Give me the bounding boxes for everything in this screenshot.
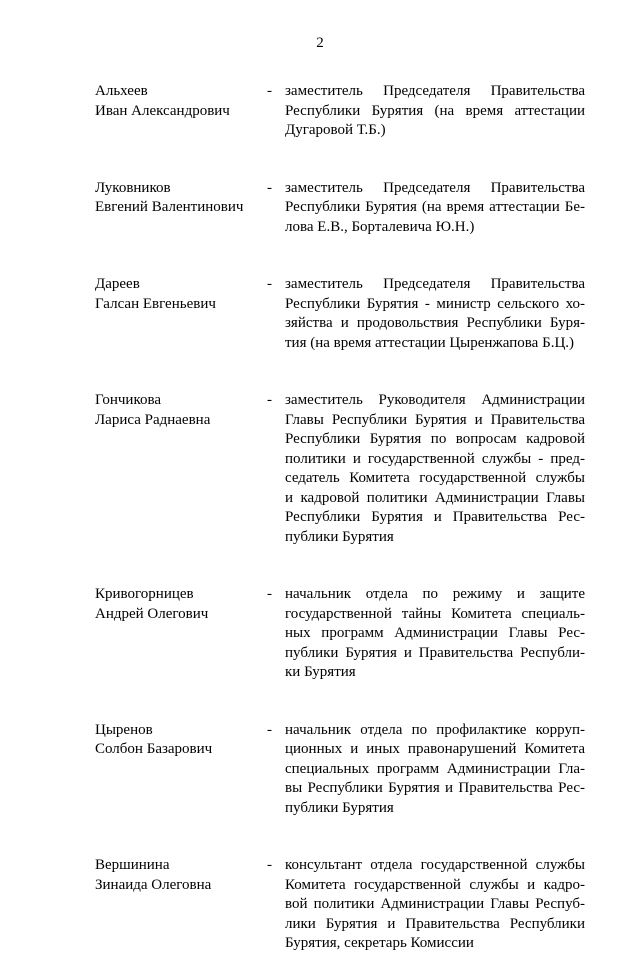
role-line: и кадровой политики Администрации Главы xyxy=(285,489,585,506)
role-line: зяйства и продовольствия Республики Буря- xyxy=(285,315,585,331)
role-line: специальных программ Администрации Гла- xyxy=(285,760,585,777)
role-line: начальник отдела по профилактике корруп- xyxy=(285,721,585,738)
member-surname: Гончикова xyxy=(95,392,162,408)
member-given-name: Зинаида Олеговна xyxy=(95,876,212,893)
member-name xyxy=(95,585,267,624)
member-given-name: Евгений Валентинович xyxy=(95,199,244,215)
role-line: вы Республики Бурятия и Правительства Рес- xyxy=(285,780,585,796)
role-line: политики и государственной службы - пред- xyxy=(285,450,585,467)
role-line: заместитель Руководителя Администрации xyxy=(285,392,585,408)
member-entry xyxy=(95,275,585,353)
member-dash: - xyxy=(267,392,272,408)
member-entry xyxy=(95,391,585,547)
member-role xyxy=(285,585,585,683)
member-name xyxy=(95,82,267,121)
member-surname: Вершинина xyxy=(95,857,170,873)
member-given-name: Андрей Олегович xyxy=(95,605,209,622)
role-line: заместитель Председателя Правительства xyxy=(285,83,585,99)
member-given-name: Иван Александрович xyxy=(95,102,230,119)
role-line: публики Бурятия xyxy=(285,799,394,816)
member-given-name: Галсан Евгеньевич xyxy=(95,295,216,312)
member-surname: Альхеев xyxy=(95,83,148,99)
member-dash: - xyxy=(267,276,272,292)
member-surname: Цыренов xyxy=(95,721,153,738)
member-entry xyxy=(95,585,585,683)
role-line: Главы Республики Бурятия и Правительства xyxy=(285,411,585,428)
member-dash: - xyxy=(267,179,272,196)
member-role xyxy=(285,721,585,819)
member-dash: - xyxy=(267,83,272,99)
role-line: ки Бурятия xyxy=(285,664,356,680)
commission-member-list xyxy=(95,82,585,954)
role-line: ных программ Администрации Главы Рес- xyxy=(285,625,585,641)
role-line: Республики Бурятия (на время аттестации xyxy=(285,102,585,119)
member-name xyxy=(95,179,267,218)
role-line: Республики Бурятия по вопросам кадровой xyxy=(285,431,585,447)
role-line: Комитета государственной службы и кадро- xyxy=(285,876,585,893)
member-surname: Дареев xyxy=(95,276,140,292)
role-line: ционных и иных правонарушений Комитета xyxy=(285,741,585,757)
role-line: седатель Комитета государственной службы xyxy=(285,470,585,486)
member-name xyxy=(95,721,267,760)
role-line: Бурятия, секретарь Комиссии xyxy=(285,935,474,951)
role-line: лова Е.В., Борталевича Ю.Н.) xyxy=(285,218,475,235)
member-dash: - xyxy=(267,721,272,738)
member-name xyxy=(95,856,267,895)
role-line: Республики Бурятия (на время аттестации Бе- xyxy=(285,199,585,215)
member-role xyxy=(285,275,585,353)
member-dash: - xyxy=(267,857,272,873)
role-line: консультант отдела государственной службы xyxy=(285,857,585,873)
role-line: Дугаровой Т.Б.) xyxy=(285,122,386,138)
page-number: 2 xyxy=(316,35,324,51)
member-entry xyxy=(95,179,585,238)
role-line: лики Бурятия и Правительства Республики xyxy=(285,915,585,932)
member-role xyxy=(285,179,585,238)
role-line: государственной тайны Комитета специаль- xyxy=(285,605,585,622)
member-given-name: Лариса Раднаевна xyxy=(95,411,211,428)
role-line: Республики Бурятия и Правительства Рес- xyxy=(285,509,585,525)
member-role xyxy=(285,391,585,547)
member-entry xyxy=(95,82,585,141)
member-dash: - xyxy=(267,586,272,602)
member-name xyxy=(95,275,267,314)
role-line: тия (на время аттестации Цыренжапова Б.Ц.) xyxy=(285,334,575,351)
member-entry xyxy=(95,721,585,819)
role-line: Республики Бурятия - министр сельского хо- xyxy=(285,295,585,312)
role-line: начальник отдела по режиму и защите xyxy=(285,586,585,602)
role-line: заместитель Председателя Правительства xyxy=(285,179,585,196)
role-line: вой политики Администрации Главы Респуб- xyxy=(285,896,585,912)
role-line: публики Бурятия и Правительства Республи- xyxy=(285,644,585,661)
member-surname: Луковников xyxy=(95,179,171,196)
member-role xyxy=(285,82,585,141)
member-given-name: Солбон Базарович xyxy=(95,741,213,757)
role-line: заместитель Председателя Правительства xyxy=(285,276,585,292)
role-line: публики Бурятия xyxy=(285,528,394,545)
member-surname: Кривогорницев xyxy=(95,586,194,602)
member-name xyxy=(95,391,267,430)
